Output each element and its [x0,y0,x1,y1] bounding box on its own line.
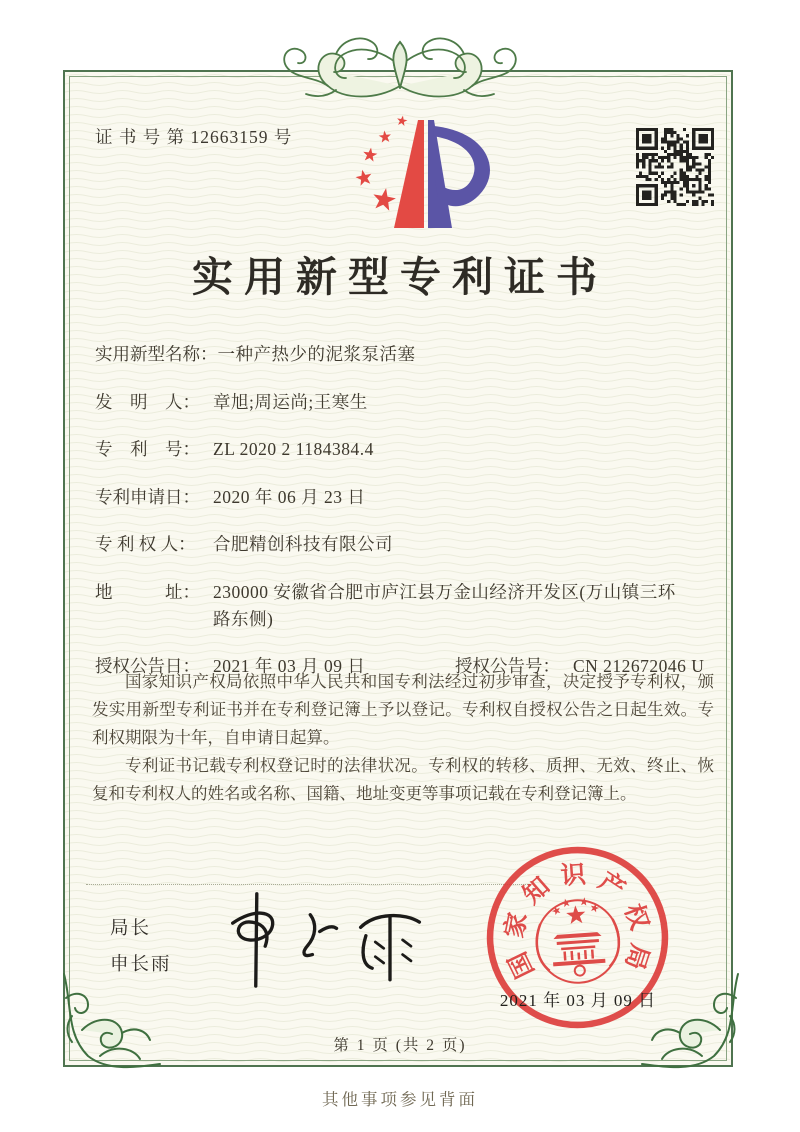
field-label: 授权公告日： [95,656,200,676]
field-value: ZL 2020 2 1184384.4 [213,439,374,459]
certificate-number: 证 书 号 第 12663159 号 [95,127,293,147]
field-label: 专 利 权 人： [95,534,196,554]
commissioner-title: 局长 [110,919,152,939]
field-row-inventors [95,389,713,416]
field-row-patentee [95,531,713,558]
svg-text:产: 产 [593,867,630,905]
seal-date: 2021 年 03 月 09 日 [499,991,657,1010]
field-value: 2020 年 06 月 23 日 [213,486,366,507]
handwritten-signature-icon [218,888,433,996]
field-label: 专 利 号： [95,439,200,459]
field-label: 发 明 人： [95,391,200,412]
grant-no-value: CN 212672046 U [573,656,705,676]
svg-text:知: 知 [518,872,556,910]
certificate-title: 实用新型专利证书 [192,254,608,300]
svg-text:国: 国 [504,947,540,982]
svg-text:识: 识 [559,861,587,891]
field-value: 230000 安徽省合肥市庐江县万金山经济开发区(万山镇三环路东侧) [213,581,676,629]
legal-paragraph-1: 国家知识产权局依照中华人民共和国专利法经过初步审查，决定授予专利权，颁发实用新型专利证书并在专利登记簿上予以登记。专利权自授权公告之日起生效。专利权期限为十年，自申请日起算。 [92,672,714,747]
commissioner-name: 申长雨 [110,955,172,975]
field-row-filing-date [95,484,713,511]
field-row-address [95,579,713,633]
svg-text:权: 权 [618,900,653,934]
field-value: 合肥精创科技有限公司 [213,534,393,554]
field-value: 一种产热少的泥浆泵活塞 [217,344,416,364]
field-row-patent-no [95,436,713,463]
svg-text:局: 局 [619,940,653,973]
field-label: 授权公告号： [455,656,560,676]
dotted-fold-line [86,884,530,885]
back-side-note: 其他事项参见背面 [322,1090,478,1109]
grant-date-value: 2021 年 03 月 09 日 [213,656,366,676]
cnipa-logo-icon [338,108,506,238]
page-number: 第 1 页 (共 2 页) [333,1037,467,1054]
legal-paragraph-2: 专利证书记载专利权登记时的法律状况。专利权的转移、质押、无效、终止、恢复和专利权人的姓名或名称、国籍、地址变更等事项记载在专利登记簿上。 [92,756,714,803]
field-label: 专利申请日： [95,486,200,507]
legal-text-block [92,668,714,808]
field-row-name [95,341,713,368]
national-emblem-icon [534,895,622,985]
field-label: 实用新型名称： [95,344,218,364]
patent-fields [95,341,713,680]
field-label: 地 址： [95,581,200,602]
qr-code-icon [636,128,714,206]
svg-text:家: 家 [501,910,533,941]
field-value: 章旭;周运尚;王寒生 [213,391,368,412]
